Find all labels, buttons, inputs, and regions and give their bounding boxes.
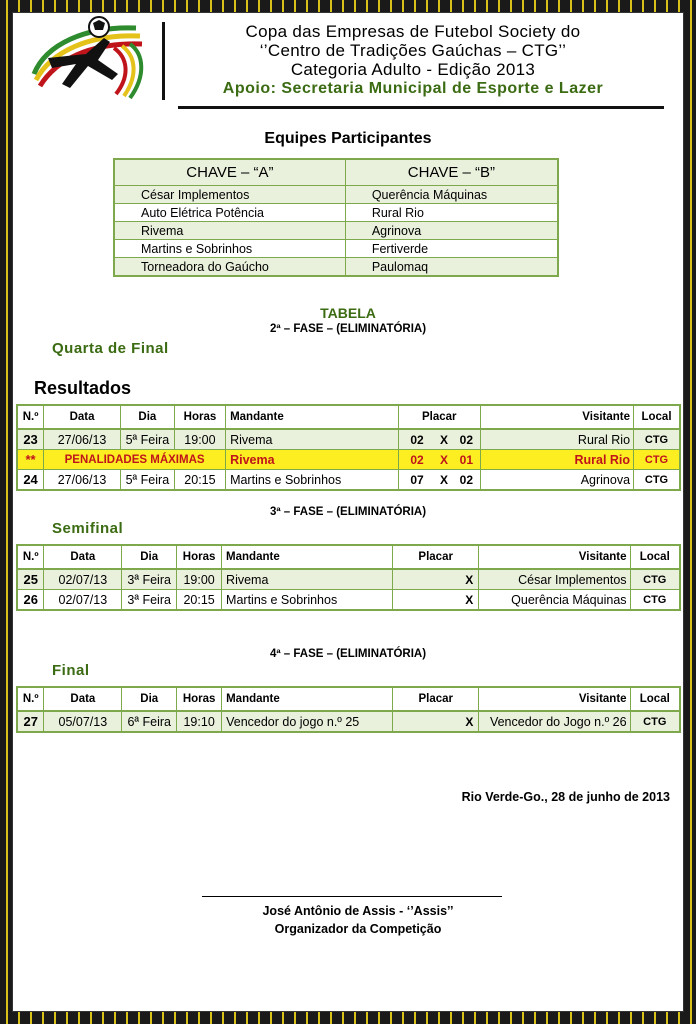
col-chave-a: CHAVE – “A” <box>114 159 345 186</box>
tournament-logo <box>26 14 156 106</box>
col-n: N.º <box>17 687 44 711</box>
match-day: 3ª Feira <box>122 590 177 611</box>
col-visitante: Visitante <box>480 405 633 429</box>
match-day: 3ª Feira <box>122 569 177 590</box>
match-number: 26 <box>17 590 44 611</box>
score-separator: X <box>435 429 453 450</box>
quarter-final-table <box>16 404 681 491</box>
team-a: Martins e Sobrinhos <box>114 240 345 258</box>
teams-title: Equipes Participantes <box>264 130 432 147</box>
team-b: Paulomaq <box>345 258 558 277</box>
away-team: Querência Máquinas <box>479 590 631 611</box>
signature-line <box>202 896 502 897</box>
table-row <box>114 258 558 277</box>
away-score: 01 <box>453 450 480 470</box>
table-row <box>114 222 558 240</box>
col-horas: Horas <box>174 405 225 429</box>
score-separator: X <box>461 590 479 611</box>
home-team: Rivema <box>222 569 393 590</box>
table-row <box>17 711 680 732</box>
home-score: 02 <box>398 429 435 450</box>
header <box>178 22 648 99</box>
match-date: 27/06/13 <box>44 470 121 491</box>
home-team: Martins e Sobrinhos <box>226 470 399 491</box>
header-line-1: Copa das Empresas de Futebol Society do <box>245 22 581 41</box>
match-date: 02/07/13 <box>44 590 122 611</box>
col-n: N.º <box>17 545 44 569</box>
col-local: Local <box>630 687 680 711</box>
col-horas: Horas <box>177 687 222 711</box>
home-team: Rivema <box>226 429 399 450</box>
penalties-label: PENALIDADES MÁXIMAS <box>44 450 226 470</box>
home-team: Rivema <box>226 450 399 470</box>
match-day: 5ª Feira <box>120 429 174 450</box>
away-score: 02 <box>453 470 480 491</box>
match-date: 02/07/13 <box>44 569 122 590</box>
team-a: César Implementos <box>114 186 345 204</box>
team-b: Fertiverde <box>345 240 558 258</box>
col-visitante: Visitante <box>479 545 631 569</box>
table-row <box>114 186 558 204</box>
match-local: CTG <box>630 569 680 590</box>
match-local: CTG <box>634 450 680 470</box>
col-horas: Horas <box>177 545 222 569</box>
final-table <box>16 686 681 733</box>
penalties-row <box>17 450 680 470</box>
match-day: 5ª Feira <box>120 470 174 491</box>
match-local: CTG <box>634 470 680 491</box>
team-a: Torneadora do Gaúcho <box>114 258 345 277</box>
home-score-empty <box>393 569 461 590</box>
match-time: 19:00 <box>177 569 222 590</box>
home-score-empty <box>393 711 461 732</box>
col-data: Data <box>44 405 121 429</box>
away-team: Agrinova <box>480 470 633 491</box>
match-time: 19:00 <box>174 429 225 450</box>
header-apoio: Apoio: Secretaria Municipal de Esporte e Lazer <box>222 80 604 97</box>
away-team: Rural Rio <box>480 450 633 470</box>
table-row <box>114 204 558 222</box>
header-line-2: ‘’Centro de Tradições Gaúchas – CTG’’ <box>259 41 567 60</box>
team-b: Querência Máquinas <box>345 186 558 204</box>
tabela-title: TABELA <box>320 305 376 321</box>
match-local: CTG <box>630 590 680 611</box>
col-dia: Dia <box>122 687 177 711</box>
match-number: 27 <box>17 711 44 732</box>
table-row <box>114 240 558 258</box>
away-team: César Implementos <box>479 569 631 590</box>
col-dia: Dia <box>120 405 174 429</box>
signer-role: Organizador da Competição <box>274 922 442 936</box>
col-placar: Placar <box>393 687 479 711</box>
home-score-empty <box>393 590 461 611</box>
score-separator: X <box>435 450 453 470</box>
match-number: 24 <box>17 470 44 491</box>
match-date: 05/07/13 <box>44 711 122 732</box>
resultados-label: Resultados <box>34 378 132 398</box>
match-local: CTG <box>630 711 680 732</box>
final-label: Final <box>52 662 90 679</box>
col-placar: Placar <box>393 545 479 569</box>
team-b: Agrinova <box>345 222 558 240</box>
match-number: 25 <box>17 569 44 590</box>
team-a: Rivema <box>114 222 345 240</box>
score-separator: X <box>461 569 479 590</box>
score-separator: X <box>435 470 453 491</box>
place-date: Rio Verde-Go., 28 de junho de 2013 <box>461 790 670 804</box>
col-placar: Placar <box>398 405 480 429</box>
match-time: 20:15 <box>177 590 222 611</box>
col-data: Data <box>44 545 122 569</box>
phase-4-title: 4ª – FASE – (ELIMINATÓRIA) <box>269 648 427 660</box>
match-number: 23 <box>17 429 44 450</box>
teams-table <box>113 158 559 277</box>
phase-3-title: 3ª – FASE – (ELIMINATÓRIA) <box>269 506 427 518</box>
away-team: Vencedor do Jogo n.º 26 <box>479 711 630 732</box>
table-row <box>17 590 680 611</box>
col-mandante: Mandante <box>222 545 393 569</box>
home-score: 02 <box>398 450 435 470</box>
col-n: N.º <box>17 405 44 429</box>
col-local: Local <box>630 545 680 569</box>
home-score: 07 <box>398 470 435 491</box>
home-team: Vencedor do jogo n.º 25 <box>222 711 393 732</box>
header-divider <box>162 22 165 100</box>
table-row <box>17 429 680 450</box>
match-time: 19:10 <box>177 711 222 732</box>
header-line-3: Categoria Adulto - Edição 2013 <box>290 60 536 79</box>
phase-2-title: 2ª – FASE – (ELIMINATÓRIA) <box>269 323 427 335</box>
col-visitante: Visitante <box>479 687 630 711</box>
home-team: Martins e Sobrinhos <box>222 590 393 611</box>
score-separator: X <box>461 711 479 732</box>
col-local: Local <box>634 405 680 429</box>
table-row <box>17 569 680 590</box>
match-date: 27/06/13 <box>44 429 121 450</box>
col-data: Data <box>44 687 122 711</box>
signer-name: José Antônio de Assis - ‘’Assis’’ <box>262 904 454 918</box>
col-mandante: Mandante <box>222 687 393 711</box>
away-team: Rural Rio <box>480 429 633 450</box>
col-chave-b: CHAVE – “B” <box>345 159 558 186</box>
match-time: 20:15 <box>174 470 225 491</box>
match-day: 6ª Feira <box>122 711 177 732</box>
header-rule <box>178 106 664 109</box>
semifinal-label: Semifinal <box>52 520 124 537</box>
away-score: 02 <box>453 429 480 450</box>
semifinal-table <box>16 544 681 611</box>
col-dia: Dia <box>122 545 177 569</box>
col-mandante: Mandante <box>226 405 399 429</box>
team-a: Auto Elétrica Potência <box>114 204 345 222</box>
quarta-de-final-label: Quarta de Final <box>52 340 169 357</box>
table-row <box>17 470 680 491</box>
team-b: Rural Rio <box>345 204 558 222</box>
penalties-marker: ** <box>17 450 44 470</box>
match-local: CTG <box>634 429 680 450</box>
